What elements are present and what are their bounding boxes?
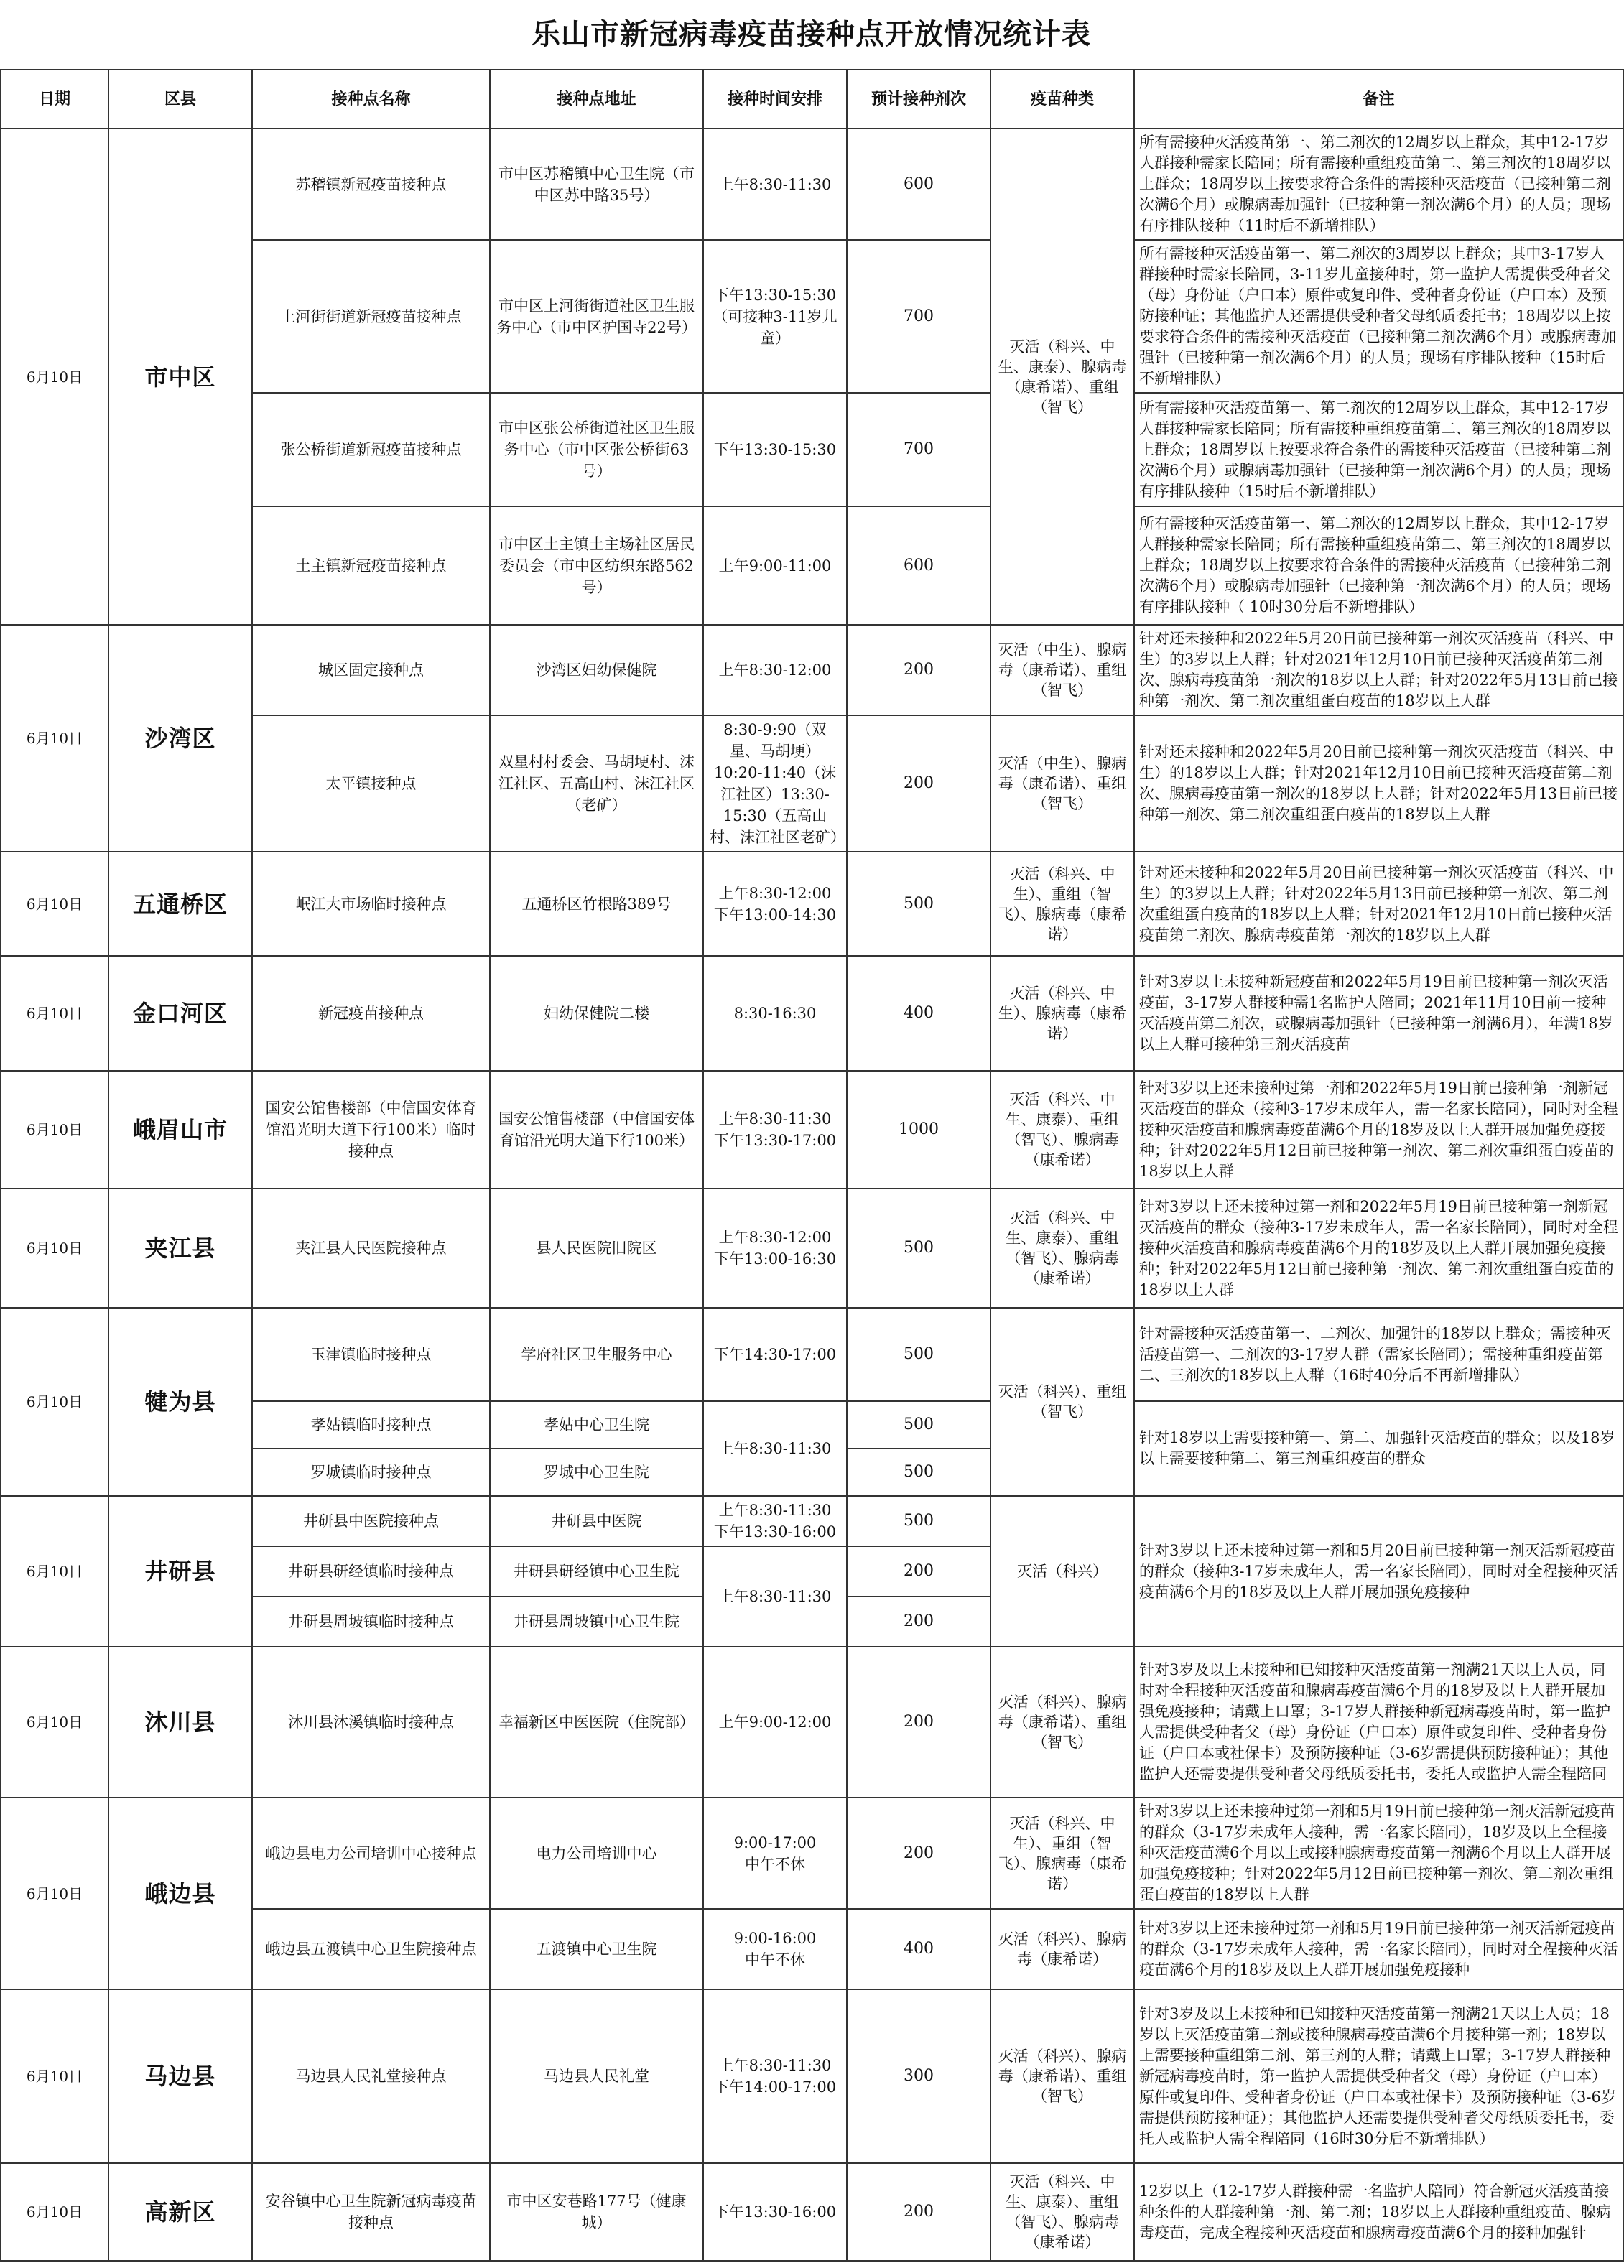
doses: 200 — [847, 715, 990, 852]
schedule: 上午8:30-12:00 下午13:00-14:30 — [703, 852, 847, 956]
site-name: 安谷镇中心卫生院新冠病毒疫苗接种点 — [252, 2163, 490, 2261]
table-row — [1, 1189, 1623, 1308]
table-row — [1, 1798, 1623, 1909]
site-name: 张公桥街道新冠疫苗接种点 — [252, 393, 490, 506]
district-cell: 夹江县 — [108, 1189, 252, 1308]
site-name: 土主镇新冠疫苗接种点 — [252, 506, 490, 625]
schedule: 上午9:00-12:00 — [703, 1647, 847, 1798]
header-schedule: 接种时间安排 — [703, 70, 847, 129]
site-name: 沐川县沐溪镇临时接种点 — [252, 1647, 490, 1798]
schedule: 下午13:30-15:30 — [703, 393, 847, 506]
schedule: 上午8:30-12:00 下午13:00-16:30 — [703, 1189, 847, 1308]
doses: 300 — [847, 1989, 990, 2163]
doses: 500 — [847, 1189, 990, 1308]
header-doses: 预计接种剂次 — [847, 70, 990, 129]
table-row — [1, 1647, 1623, 1798]
date-cell: 6月10日 — [1, 1647, 108, 1798]
site-address: 井研县中医院 — [490, 1496, 703, 1546]
notes: 针对还未接种和2022年5月20日前已接种第一剂次灭活疫苗（科兴、中生）的3岁以上人群；针对2022年5月13日前已接种第一剂次、第二剂次重组蛋白疫苗的18岁以上人群；针对2021年12月10日前已接种灭活疫苗第二剂次、腺病毒疫苗第一剂次的18岁以上人群 — [1134, 852, 1623, 956]
schedule: 8:30-16:30 — [703, 956, 847, 1071]
doses: 200 — [847, 1647, 990, 1798]
vaccine-type: 灭活（科兴、中生）、腺病毒（康希诺） — [990, 956, 1134, 1071]
doses: 200 — [847, 1597, 990, 1647]
header-notes: 备注 — [1134, 70, 1623, 129]
doses: 1000 — [847, 1071, 990, 1189]
doses: 400 — [847, 956, 990, 1071]
table-row — [1, 129, 1623, 240]
table-row — [1, 2163, 1623, 2261]
header-site-name: 接种点名称 — [252, 70, 490, 129]
schedule: 9:00-16:00 中午不休 — [703, 1909, 847, 1989]
district-cell: 马边县 — [108, 1989, 252, 2163]
date-cell: 6月10日 — [1, 1308, 108, 1496]
doses: 200 — [847, 2163, 990, 2261]
header-vaccine-type: 疫苗种类 — [990, 70, 1134, 129]
schedule: 上午8:30-11:30 下午13:30-17:00 — [703, 1071, 847, 1189]
header-district: 区县 — [108, 70, 252, 129]
site-address: 市中区土主镇土主场社区居民委员会（市中区纺织东路562号） — [490, 506, 703, 625]
notes: 所有需接种灭活疫苗第一、第二剂次的12周岁以上群众，其中12-17岁人群接种需家长陪同；所有需接种重组疫苗第二、第三剂次的18周岁以上群众；18周岁以上按要求符合条件的需接种灭活疫苗（已接种第二剂次满6个月）或腺病毒加强针（已接种第一剂次满6个月）的人员；现场有序排队接种（15时后不新增排队） — [1134, 393, 1623, 506]
doses: 200 — [847, 1546, 990, 1597]
date-cell: 6月10日 — [1, 625, 108, 852]
schedule: 8:30-9:90（双星、马胡埂） 10:20-11:40（沫江社区）13:30-15:30（五高山村、沫江社区老矿） — [703, 715, 847, 852]
notes: 针对3岁以上还未接种过第一剂和5月19日前已接种第一剂灭活新冠疫苗的群众（3-17岁未成年人接种，需一名家长陪同），同时对全程接种灭活疫苗满6个月的18岁及以上人群开展加强免疫接种 — [1134, 1909, 1623, 1989]
notes: 所有需接种灭活疫苗第一、第二剂次的3周岁以上群众；其中3-17岁人群接种时需家长陪同，3-11岁儿童接种时，第一监护人需提供受种者父（母）身份证（户口本）原件或复印件、受种者身份证（户口本）及预防接种证；其他监护人还需提供受种者父母纸质委托书；18周岁以上按要求符合条件的需接种灭活疫苗（已接种第二剂次满6个月）或腺病毒加强针（已接种第一剂次满6个月）的人员；现场有序排队接种（15时后不新增排队） — [1134, 240, 1623, 393]
site-address: 电力公司培训中心 — [490, 1798, 703, 1909]
site-address: 双星村村委会、马胡埂村、沫江社区、五高山村、沫江社区（老矿） — [490, 715, 703, 852]
vaccine-type: 灭活（科兴、中生、康泰）、腺病毒（康希诺）、重组（智飞） — [990, 129, 1134, 625]
site-address: 五通桥区竹根路389号 — [490, 852, 703, 956]
vaccine-type: 灭活（科兴）、腺病毒（康希诺）、重组（智飞） — [990, 1989, 1134, 2163]
notes: 针对还未接种和2022年5月20日前已接种第一剂次灭活疫苗（科兴、中生）的3岁以上人群；针对2021年12月10日前已接种灭活疫苗第二剂次、腺病毒疫苗第一剂次的18岁以上人群；针对2022年5月13日前已接种第一剂次、第二剂次重组蛋白疫苗的18岁以上人群 — [1134, 625, 1623, 715]
site-address: 马边县人民礼堂 — [490, 1989, 703, 2163]
table-row — [1, 956, 1623, 1071]
date-cell: 6月10日 — [1, 129, 108, 625]
notes: 针对3岁以上还未接种过第一剂和5月20日前已接种第一剂灭活新冠疫苗的群众（接种3-17岁未成年人，需一名家长陪同），同时对全程接种灭活疫苗满6个月的18岁及以上人群开展加强免疫接种 — [1134, 1496, 1623, 1647]
vaccine-type: 灭活（科兴、中生）、重组（智飞）、腺病毒（康希诺） — [990, 1798, 1134, 1909]
site-name: 太平镇接种点 — [252, 715, 490, 852]
vaccine-type: 灭活（科兴） — [990, 1496, 1134, 1647]
district-cell: 沙湾区 — [108, 625, 252, 852]
site-name: 罗城镇临时接种点 — [252, 1449, 490, 1496]
site-address: 孝姑中心卫生院 — [490, 1401, 703, 1449]
table-row — [1, 625, 1623, 715]
notes: 针对3岁及以上未接种和已知接种灭活疫苗第一剂满21天以上人员，同时对全程接种灭活疫苗和腺病毒疫苗满6个月的18岁及以上人群开展加强免疫接种；请戴上口罩；3-17岁人群接种新冠病毒疫苗时，第一监护人需提供受种者父（母）身份证（户口本）原件或复印件、受种者身份证（户口本或社保卡）及预防接种证（3-6岁需提供预防接种证）；其他监护人还需要提供受种者父母纸质委托书，委托人或监护人需全程陪同 — [1134, 1647, 1623, 1798]
site-address: 五渡镇中心卫生院 — [490, 1909, 703, 1989]
table-row — [1, 1308, 1623, 1401]
site-name: 新冠疫苗接种点 — [252, 956, 490, 1071]
vaccine-type: 灭活（科兴、中生、康泰）、重组（智飞）、腺病毒（康希诺） — [990, 2163, 1134, 2261]
site-name: 国安公馆售楼部（中信国安体育馆沿光明大道下行100米）临时接种点 — [252, 1071, 490, 1189]
vaccine-type: 灭活（科兴）、腺病毒（康希诺）、重组（智飞） — [990, 1647, 1134, 1798]
date-cell: 6月10日 — [1, 1189, 108, 1308]
schedule: 下午13:30-15:30（可接种3-11岁儿童） — [703, 240, 847, 393]
notes: 所有需接种灭活疫苗第一、第二剂次的12周岁以上群众，其中12-17岁人群接种需家长陪同；所有需接种重组疫苗第二、第三剂次的18周岁以上群众；18周岁以上按要求符合条件的需接种灭活疫苗（已接种第二剂次满6个月）或腺病毒加强针（已接种第一剂次满6个月）的人员；现场有序排队接种（ 10时30分后不新增排队） — [1134, 506, 1623, 625]
site-address: 市中区上河街街道社区卫生服务中心（市中区护国寺22号） — [490, 240, 703, 393]
doses: 500 — [847, 1401, 990, 1449]
site-address: 市中区张公桥街道社区卫生服务中心（市中区张公桥街63号） — [490, 393, 703, 506]
site-name: 峨边县电力公司培训中心接种点 — [252, 1798, 490, 1909]
site-name: 孝姑镇临时接种点 — [252, 1401, 490, 1449]
schedule: 上午8:30-11:30 — [703, 1546, 847, 1647]
site-name: 玉津镇临时接种点 — [252, 1308, 490, 1401]
doses: 500 — [847, 1449, 990, 1496]
vaccine-type: 灭活（中生）、腺病毒（康希诺）、重组（智飞） — [990, 625, 1134, 715]
vaccine-type: 灭活（科兴、中生、康泰）、重组（智飞）、腺病毒（康希诺） — [990, 1189, 1134, 1308]
table-row — [1, 1071, 1623, 1189]
header-row — [1, 70, 1623, 129]
header-site-address: 接种点地址 — [490, 70, 703, 129]
site-address: 妇幼保健院二楼 — [490, 956, 703, 1071]
district-cell: 五通桥区 — [108, 852, 252, 956]
district-cell: 峨边县 — [108, 1798, 252, 1989]
schedule: 下午14:30-17:00 — [703, 1308, 847, 1401]
site-address: 市中区苏稽镇中心卫生院（市中区苏中路35号） — [490, 129, 703, 240]
doses: 400 — [847, 1909, 990, 1989]
site-name: 苏稽镇新冠疫苗接种点 — [252, 129, 490, 240]
doses: 700 — [847, 393, 990, 506]
table-row — [1, 1989, 1623, 2163]
site-name: 岷江大市场临时接种点 — [252, 852, 490, 956]
schedule: 上午9:00-11:00 — [703, 506, 847, 625]
date-cell: 6月10日 — [1, 1496, 108, 1647]
table-row — [1, 852, 1623, 956]
site-address: 幸福新区中医医院（住院部） — [490, 1647, 703, 1798]
notes: 所有需接种灭活疫苗第一、第二剂次的12周岁以上群众，其中12-17岁人群接种需家长陪同；所有需接种重组疫苗第二、第三剂次的18周岁以上群众；18周岁以上按要求符合条件的需接种灭活疫苗（已接种第二剂次满6个月）或腺病毒加强针（已接种第一剂次满6个月）的人员；现场有序排队接种（11时后不新增排队） — [1134, 129, 1623, 240]
doses: 600 — [847, 129, 990, 240]
schedule: 上午8:30-11:30 — [703, 1401, 847, 1496]
doses: 500 — [847, 852, 990, 956]
date-cell: 6月10日 — [1, 2163, 108, 2261]
district-cell: 沐川县 — [108, 1647, 252, 1798]
schedule: 9:00-17:00 中午不休 — [703, 1798, 847, 1909]
district-cell: 峨眉山市 — [108, 1071, 252, 1189]
schedule: 上午8:30-11:30 下午14:00-17:00 — [703, 1989, 847, 2163]
doses: 200 — [847, 1798, 990, 1909]
vaccine-type: 灭活（科兴）、腺病毒（康希诺） — [990, 1909, 1134, 1989]
notes: 针对3岁以上还未接种过第一剂和2022年5月19日前已接种第一剂新冠灭活疫苗的群众（接种3-17岁未成年人，需一名家长陪同），同时对全程接种灭活疫苗和腺病毒疫苗满6个月的18岁及以上人群开展加强免疫接种；针对2022年5月12日前已接种第一剂次、第二剂次重组蛋白疫苗的18岁以上人群 — [1134, 1071, 1623, 1189]
district-cell: 金口河区 — [108, 956, 252, 1071]
vaccine-type: 灭活（科兴、中生、康泰）、重组（智飞）、腺病毒（康希诺） — [990, 1071, 1134, 1189]
notes: 针对还未接种和2022年5月20日前已接种第一剂次灭活疫苗（科兴、中生）的18岁以上人群；针对2021年12月10日前已接种灭活疫苗第二剂次、腺病毒疫苗第一剂次的18岁以上人群；针对2022年5月13日前已接种第一剂次、第二剂次重组蛋白疫苗的18岁以上人群 — [1134, 715, 1623, 852]
schedule: 上午8:30-11:30 下午13:30-16:00 — [703, 1496, 847, 1546]
district-cell: 市中区 — [108, 129, 252, 625]
notes: 针对3岁以上还未接种过第一剂和2022年5月19日前已接种第一剂新冠灭活疫苗的群众（接种3-17岁未成年人，需一名家长陪同），同时对全程接种灭活疫苗和腺病毒疫苗满6个月的18岁及以上人群开展加强免疫接种；针对2022年5月12日前已接种第一剂次、第二剂次重组蛋白疫苗的18岁以上人群 — [1134, 1189, 1623, 1308]
site-address: 罗城中心卫生院 — [490, 1449, 703, 1496]
site-name: 马边县人民礼堂接种点 — [252, 1989, 490, 2163]
site-name: 井研县周坡镇临时接种点 — [252, 1597, 490, 1647]
table-row — [1, 1496, 1623, 1546]
date-cell: 6月10日 — [1, 1071, 108, 1189]
date-cell: 6月10日 — [1, 852, 108, 956]
notes: 针对3岁及以上未接种和已知接种灭活疫苗第一剂满21天以上人员；18岁以上灭活疫苗第二剂或接种腺病毒疫苗满6个月接种第一剂；18岁以上需要接种重组第二剂、第三剂的人群；请戴上口罩；3-17岁人群接种新冠病毒疫苗时，第一监护人需提供受种者父（母）身份证（户口本）原件或复印件、受种者身份证（户口本或社保卡）及预防接种证（3-6岁需提供预防接种证）；其他监护人还需要提供受种者父母纸质委托书，委托人或监护人需全程陪同（16时30分后不新增排队） — [1134, 1989, 1623, 2163]
site-name: 井研县中医院接种点 — [252, 1496, 490, 1546]
doses: 600 — [847, 506, 990, 625]
schedule: 下午13:30-16:00 — [703, 2163, 847, 2261]
doses: 500 — [847, 1308, 990, 1401]
notes: 针对需接种灭活疫苗第一、二剂次、加强针的18岁以上群众；需接种灭活疫苗第一、二剂次的3-17岁人群（需家长陪同）；需接种重组疫苗第二、三剂次的18岁以上人群（16时40分后不再新增排队） — [1134, 1308, 1623, 1401]
notes: 针对3岁以上未接种新冠疫苗和2022年5月19日前已接种第一剂次灭活疫苗，3-17岁人群接种需1名监护人陪同；2021年11月10日前一接种灭活疫苗第二剂次，或腺病毒加强针（已接种第一剂满6月），年满18岁以上人群可接种第三剂灭活疫苗 — [1134, 956, 1623, 1071]
date-cell: 6月10日 — [1, 1989, 108, 2163]
date-cell: 6月10日 — [1, 956, 108, 1071]
site-name: 井研县研经镇临时接种点 — [252, 1546, 490, 1597]
site-address: 学府社区卫生服务中心 — [490, 1308, 703, 1401]
vaccine-type: 灭活（科兴）、重组（智飞） — [990, 1308, 1134, 1496]
notes: 针对18岁以上需要接种第一、第二、加强针灭活疫苗的群众；以及18岁以上需要接种第二、第三剂重组疫苗的群众 — [1134, 1401, 1623, 1496]
notes: 12岁以上（12-17岁人群接种需一名监护人陪同）符合新冠灭活疫苗接种条件的人群接种第一剂、第二剂；18岁以上人群接种重组疫苗、腺病毒疫苗，完成全程接种灭活疫苗和腺病毒疫苗满6个月的接种加强针 — [1134, 2163, 1623, 2261]
district-cell: 井研县 — [108, 1496, 252, 1647]
notes: 针对3岁以上还未接种过第一剂和5月19日前已接种第一剂灭活新冠疫苗的群众（3-17岁未成年人接种，需一名家长陪同），18岁及以上全程接种灭活疫苗满6个月以上或接种腺病毒疫苗第一剂满6个月以上人群开展加强免疫接种；针对2022年5月12日前已接种第一剂次、第二剂次重组蛋白疫苗的18岁以上人群 — [1134, 1798, 1623, 1909]
schedule: 上午8:30-11:30 — [703, 129, 847, 240]
site-address: 国安公馆售楼部（中信国安体育馆沿光明大道下行100米） — [490, 1071, 703, 1189]
site-name: 上河街街道新冠疫苗接种点 — [252, 240, 490, 393]
site-address: 井研县周坡镇中心卫生院 — [490, 1597, 703, 1647]
date-cell: 6月10日 — [1, 1798, 108, 1989]
vaccine-type: 灭活（科兴、中生）、重组（智飞）、腺病毒（康希诺） — [990, 852, 1134, 956]
site-address: 市中区安巷路177号（健康城） — [490, 2163, 703, 2261]
doses: 700 — [847, 240, 990, 393]
site-name: 城区固定接种点 — [252, 625, 490, 715]
district-cell: 高新区 — [108, 2163, 252, 2261]
district-cell: 犍为县 — [108, 1308, 252, 1496]
doses: 500 — [847, 1496, 990, 1546]
doses: 200 — [847, 625, 990, 715]
schedule: 上午8:30-12:00 — [703, 625, 847, 715]
site-name: 夹江县人民医院接种点 — [252, 1189, 490, 1308]
site-name: 峨边县五渡镇中心卫生院接种点 — [252, 1909, 490, 1989]
page-title: 乐山市新冠病毒疫苗接种点开放情况统计表 — [532, 17, 1091, 51]
vaccination-sites-table — [0, 69, 1624, 2262]
site-address: 沙湾区妇幼保健院 — [490, 625, 703, 715]
site-address: 县人民医院旧院区 — [490, 1189, 703, 1308]
header-date: 日期 — [1, 70, 108, 129]
site-address: 井研县研经镇中心卫生院 — [490, 1546, 703, 1597]
vaccine-type: 灭活（中生）、腺病毒（康希诺）、重组（智飞） — [990, 715, 1134, 852]
